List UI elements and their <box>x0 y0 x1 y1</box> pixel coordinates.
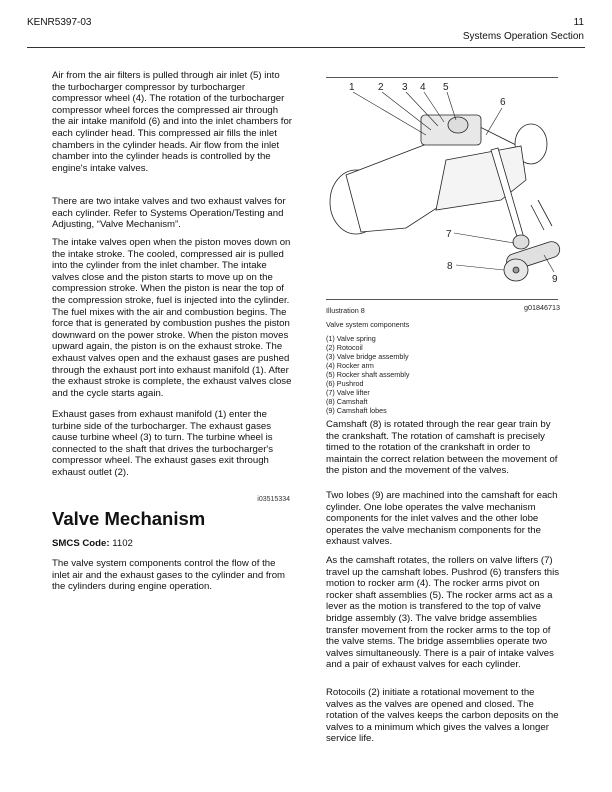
paragraph-valve-intro: The valve system components control the flow of the inlet air and the exhaust gases to the cylinder and from the cylinders during engine operation. <box>52 558 286 593</box>
callout-5: 5 <box>443 82 449 93</box>
page-number: 11 <box>573 17 584 28</box>
legend-item: (8) Camshaft <box>326 397 368 406</box>
legend-item: (6) Pushrod <box>326 379 364 388</box>
callout-1: 1 <box>349 82 355 93</box>
illustration-legend <box>326 334 409 415</box>
smcs-value: 1102 <box>112 538 133 549</box>
section-id: i03515334 <box>257 496 290 503</box>
paragraph-lobes: Two lobes (9) are machined into the camshaft for each cylinder. One lobe operates the valve mechanism components for the inlet valves and the other lobe operates the valve mechanism components for the exhaust valves. <box>326 490 558 548</box>
legend-item: (4) Rocker arm <box>326 361 374 370</box>
smcs-code <box>52 538 133 549</box>
callout-9: 9 <box>552 274 558 285</box>
section-name: Systems Operation Section <box>462 31 584 42</box>
valve-system-illustration <box>326 80 562 295</box>
callout-3: 3 <box>402 82 408 93</box>
callout-2: 2 <box>378 82 384 93</box>
graphic-id: g01846713 <box>524 303 560 312</box>
paragraph-valve-count: There are two intake valves and two exhaust valves for each cylinder. Refer to Systems Operation/Testing and Adjusting, “Valve Mechanism”. <box>52 196 286 231</box>
illustration-bottom-rule <box>326 299 558 300</box>
smcs-label: SMCS Code: <box>52 538 110 549</box>
paragraph-air-intake: Air from the air filters is pulled through air inlet (5) into the turbocharger compressor by turbocharger compressor wheel (4). The rotation of the turbocharger compressor wheel forces the compressed air through the air intake manifold (6) and into the inlet chambers for each cylinder head. This compressed air fills the inlet chambers in the cylinder heads. Air flow from the inlet chamber into the cylinder heads is controlled by the engine's intake valves. <box>52 70 292 174</box>
paragraph-lifters: As the camshaft rotates, the rollers on valve lifters (7) travel up the camshaft lobes. Pushrod (6) transfers this motion to rocker arm (4). The rocker arms pivot on rocker shaft assemblies (5). The rocker arms act as a lever as the motion is transfered to the top of valve bridge assembly (3). The valve bridge assemblies transfer movement from the rocker arms to the top of the valve stems. The bridge assemblies operate two valves simultaneously. There is a pair of intake valves and a pair of exhaust valves for each cylinder. <box>326 555 560 671</box>
legend-item: (5) Rocker shaft assembly <box>326 370 410 379</box>
illustration-top-rule <box>326 77 558 78</box>
paragraph-stroke-cycle: The intake valves open when the piston moves down on the intake stroke. The cooled, compressed air is pulled into the cylinder from the inlet chamber. The intake valves close and the piston starts to move up on the compression stroke. When the piston is near the top of the compression stroke, fuel is injected into the cylinder. The fuel mixes with the air and combustion begins. The force that is generated by combustion pushes the piston downward on the power stroke. When the piston moves upward again, the piston is on the exhaust stroke. The exhaust valves open and the exhaust gases are pushed through the exhaust port into exhaust manifold (1). After the exhaust stroke is complete, the exhaust valves close and the cycle starts again. <box>52 237 292 399</box>
legend-item: (1) Valve spring <box>326 334 376 343</box>
callout-4: 4 <box>420 82 426 93</box>
paragraph-exhaust-gases: Exhaust gases from exhaust manifold (1) enter the turbine side of the turbocharger. The exhaust gases cause turbine wheel (3) to turn. The turbine wheel is connected to the shaft that drives the turbocharger's compressor wheel. The exhaust gases exit through exhaust outlet (2). <box>52 409 274 478</box>
legend-item: (9) Camshaft lobes <box>326 406 387 415</box>
legend-item: (3) Valve bridge assembly <box>326 352 409 361</box>
legend-item: (7) Valve lifter <box>326 388 370 397</box>
header-divider <box>27 47 585 48</box>
paragraph-rotocoils: Rotocoils (2) initiate a rotational movement to the valves as the valves are opened and closed. The rotation of the valves keeps the carbon deposits on the valves to a minimum which gives the valves a longer service life. <box>326 687 559 745</box>
callout-7: 7 <box>446 229 452 240</box>
illustration-label: Illustration 8 <box>326 306 365 315</box>
section-title: Valve Mechanism <box>52 508 206 529</box>
paragraph-camshaft: Camshaft (8) is rotated through the rear gear train by the crankshaft. The rotation of camshaft is precisely timed to the rotation of the crankshaft in order to maintain the correct relation between the movement of the piston and the movement of the valves. <box>326 419 558 477</box>
legend-item: (2) Rotocoil <box>326 343 363 352</box>
callout-6: 6 <box>500 97 506 108</box>
callout-8: 8 <box>447 261 453 272</box>
illustration-caption: Valve system components <box>326 320 410 329</box>
document-id: KENR5397-03 <box>27 17 92 28</box>
